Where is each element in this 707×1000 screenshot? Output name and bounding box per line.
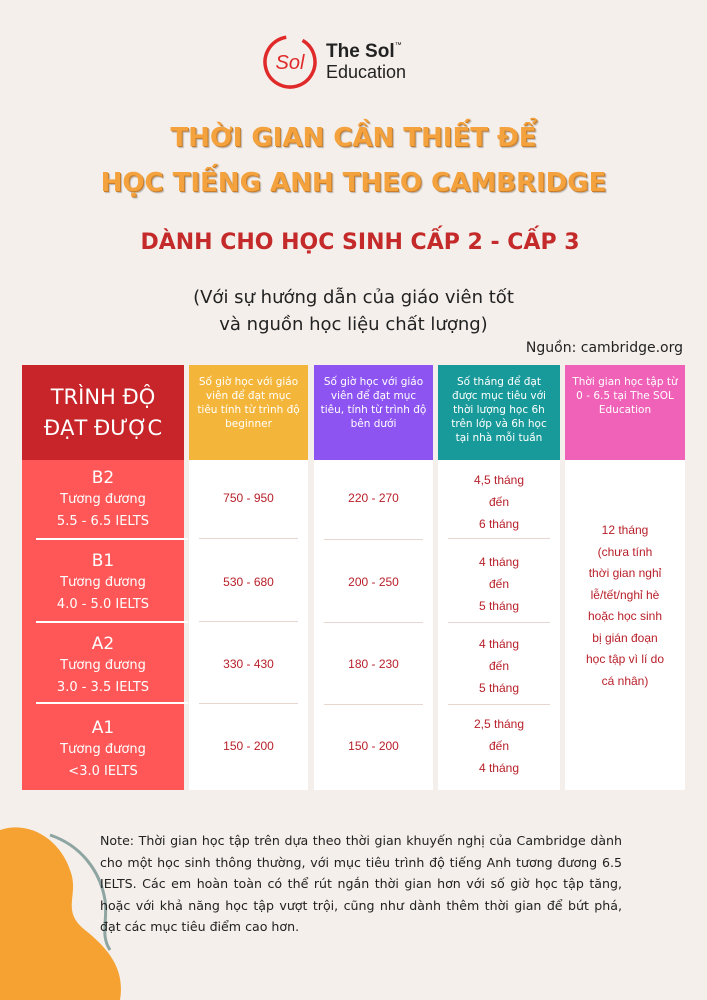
column-header: Số giờ học với giáo viên để đạt mục tiêu, tính từ trình độ bên dưới [314, 365, 433, 460]
source-citation: Nguồn: cambridge.org [525, 340, 683, 356]
table-cell: 750 - 950 [223, 491, 274, 505]
level-column [22, 365, 184, 790]
months-column [438, 365, 560, 790]
footnote: Note: Thời gian học tập trên dựa theo thời gian khuyến nghị của Cambridge dành cho một học sinh thông thường, với mục tiêu trình độ tiếng Anh tương đương 6.5 IELTS. Các em hoàn toàn có thể rút ngắn thời gian hơn với số giờ học tập tăng, hoặc với khả năng học tập vượt trội, cũng như dành thêm thời gian để bứt phá, đạt các mục tiêu điểm cao hơn. [100, 833, 622, 934]
svg-text:Sol: Sol [275, 52, 305, 74]
level-header: TRÌNH ĐỘ ĐẠT ĐƯỢC [22, 365, 184, 460]
level-item-b2: B2 Tương đương 5.5 - 6.5 IELTS [56, 468, 150, 529]
logo-mark-icon [262, 34, 318, 90]
table-cell: 220 - 270 [348, 491, 399, 505]
hours-from-lower-level-column [314, 365, 433, 790]
sol-duration-text: 12 tháng (chưa tính thời gian nghỉ lễ/tết/nghỉ hè hoặc học sinh bị gián đoạn học tập vì lí do cá nhân) [585, 523, 665, 688]
column-header: Thời gian học tập từ 0 - 6.5 tại The SOL Education [565, 365, 685, 460]
guidance-note: (Với sự hướng dẫn của giáo viên tốt và nguồn học liệu chất lượng) [193, 287, 514, 335]
logo-sub: Education [326, 62, 407, 82]
table-cell: 4,5 tháng đến 6 tháng [473, 473, 525, 531]
table-cell: 530 - 680 [223, 575, 274, 589]
divider [448, 538, 550, 539]
table-cell: 4 tháng đến 5 tháng [478, 555, 520, 613]
divider [199, 703, 298, 704]
logo-brand: The Sol™ [326, 41, 402, 62]
table-cell: 2,5 tháng đến 4 tháng [473, 717, 525, 775]
divider [36, 621, 188, 623]
level-item-a2: A2 Tương đương 3.0 - 3.5 IELTS [56, 634, 150, 695]
column-header: Số giờ học với giáo viên để đạt mục tiêu tính từ trình độ beginner [189, 365, 308, 460]
divider [199, 621, 298, 622]
table-cell: 180 - 230 [348, 657, 399, 671]
table-cell: 150 - 200 [348, 739, 399, 753]
level-item-b1: B1 Tương đương 4.0 - 5.0 IELTS [56, 551, 150, 612]
divider [324, 622, 423, 623]
table-cell: 200 - 250 [348, 575, 399, 589]
sol-duration-column [565, 365, 685, 790]
divider [324, 539, 423, 540]
title-line-1: THỜI GIAN CẦN THIẾT ĐỂ [170, 123, 537, 153]
divider [324, 704, 423, 705]
subtitle: DÀNH CHO HỌC SINH CẤP 2 - CẤP 3 [140, 230, 580, 255]
table-cell: 4 tháng đến 5 tháng [478, 637, 520, 695]
logo [262, 34, 442, 90]
table-cell: 330 - 430 [223, 657, 274, 671]
column-header: Số tháng để đạt được mục tiêu với thời lượng học 6h trên lớp và 6h học tại nhà mỗi tuần [438, 365, 560, 460]
hours-from-beginner-column [189, 365, 308, 790]
divider [448, 704, 550, 705]
level-item-a1: A1 Tương đương <3.0 IELTS [60, 718, 146, 779]
divider [36, 538, 188, 540]
title-line-2: HỌC TIẾNG ANH THEO CAMBRIDGE [100, 168, 607, 198]
divider [448, 622, 550, 623]
table-cell: 150 - 200 [223, 739, 274, 753]
divider [199, 538, 298, 539]
divider [36, 702, 188, 704]
